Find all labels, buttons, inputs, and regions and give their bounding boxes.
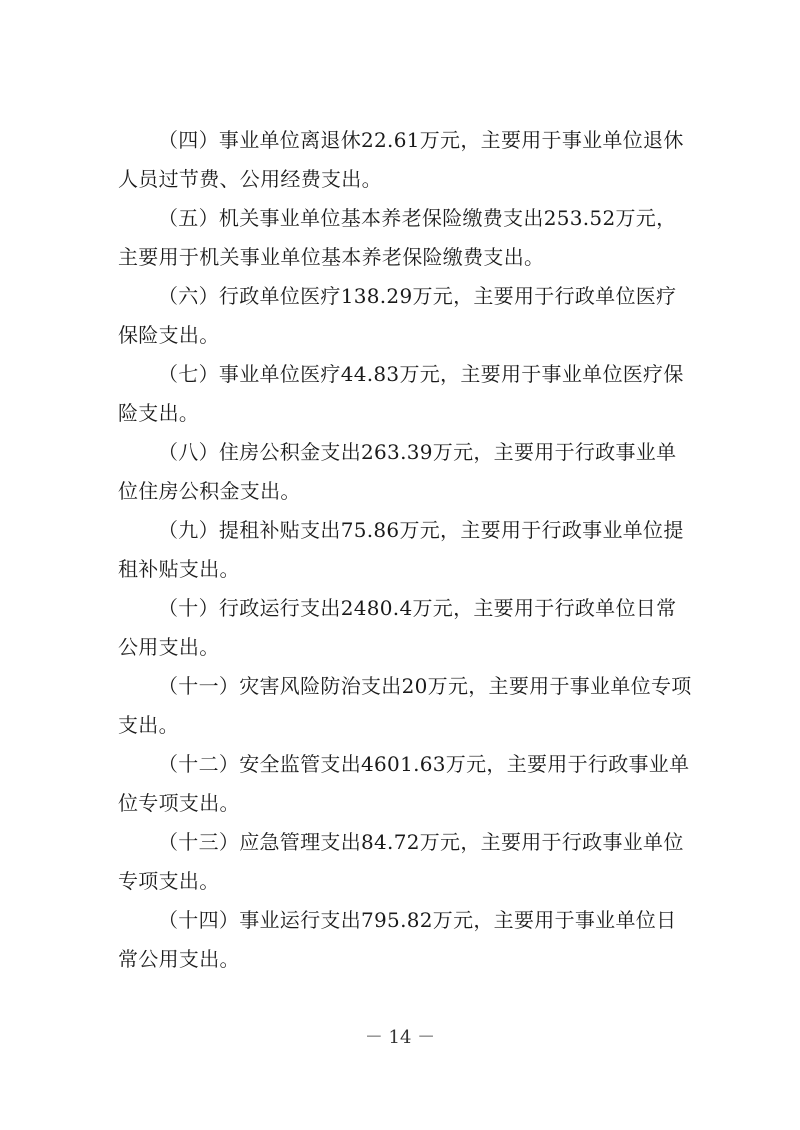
paragraph-pension-insurance: （五）机关事业单位基本养老保险缴费支出253.52万元，主要用于机关事业单位基本养老保险缴费支出。	[118, 206, 677, 269]
paragraph-institution-medical: （七）事业单位医疗44.83万元，主要用于事业单位医疗保险支出。	[118, 362, 684, 425]
paragraph-institution-operation: （十四）事业运行支出795.82万元，主要用于事业单位日常公用支出。	[118, 908, 677, 971]
paragraph-rent-subsidy: （九）提租补贴支出75.86万元，主要用于行政事业单位提租补贴支出。	[118, 518, 684, 581]
paragraph-admin-operation: （十）行政运行支出2480.4万元，主要用于行政单位日常公用支出。	[118, 596, 677, 659]
paragraph-disaster-prevention: （十一）灾害风险防治支出20万元，主要用于事业单位专项支出。	[118, 674, 692, 737]
paragraph-safety-supervision: （十二）安全监管支出4601.63万元，主要用于行政事业单位专项支出。	[118, 752, 690, 815]
paragraph-admin-medical: （六）行政单位医疗138.29万元，主要用于行政单位医疗保险支出。	[118, 284, 677, 347]
paragraph-retirement: （四）事业单位离退休22.61万元，主要用于事业单位退休人员过节费、公用经费支出。	[118, 128, 684, 191]
paragraph-housing-fund: （八）住房公积金支出263.39万元，主要用于行政事业单位住房公积金支出。	[118, 440, 677, 503]
page-number: － 14 －	[364, 1027, 436, 1048]
paragraph-emergency-management: （十三）应急管理支出84.72万元，主要用于行政事业单位专项支出。	[118, 830, 684, 893]
